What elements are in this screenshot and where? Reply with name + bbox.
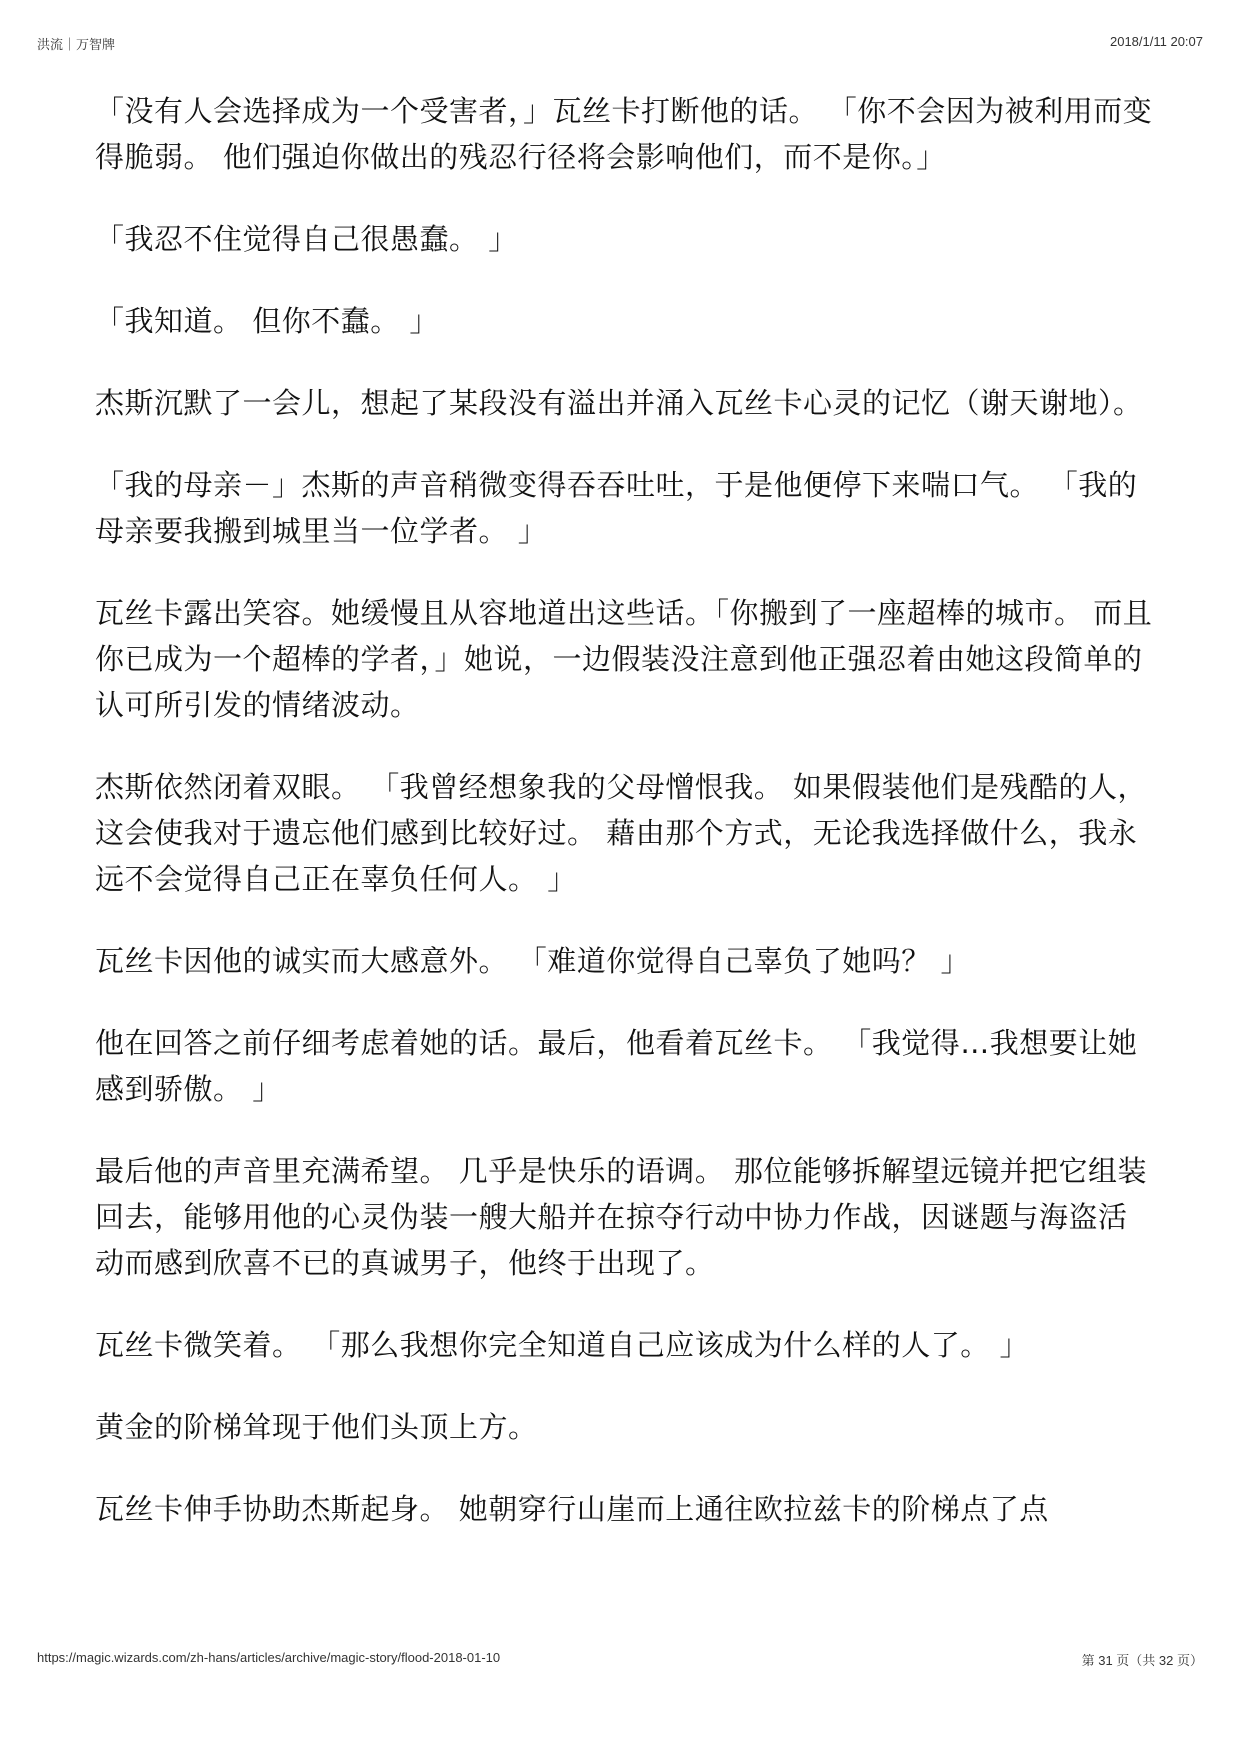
paragraph: 瓦丝卡伸手协助杰斯起身。 她朝穿行山崖而上通往欧拉兹卡的阶梯点了点	[95, 1492, 1049, 1526]
paragraph: 「没有人会选择成为一个受害者，」瓦丝卡打断他的话。 「你不会因为被利用而变得脆弱。 他们强迫你做出的残忍行径将会影响他们，而不是你。」	[95, 94, 1153, 174]
paragraph: 黄金的阶梯耸现于他们头顶上方。	[95, 1410, 538, 1444]
paragraph: 瓦丝卡因他的诚实而大感意外。 「难道你觉得自己辜负了她吗？ 」	[95, 944, 970, 978]
source-url[interactable]: https://magic.wizards.com/zh-hans/articles/archive/magic-story/flood-2018-01-10	[37, 1650, 501, 1665]
paragraph: 瓦丝卡微笑着。 「那么我想你完全知道自己应该成为什么样的人了。 」	[95, 1328, 1029, 1362]
paragraph: 杰斯依然闭着双眼。 「我曾经想象我的父母憎恨我。 如果假装他们是残酷的人，这会使我对于遗忘他们感到比较好过。 藉由那个方式，无论我选择做什么，我永远不会觉得自己正在辜负任何人。 」	[95, 770, 1147, 896]
paragraph: 「我知道。 但你不蠢。 」	[95, 304, 439, 338]
site-title: 洪流｜万智牌	[37, 37, 116, 52]
print-datetime: 2018/1/11 20:07	[1109, 34, 1203, 49]
page-indicator: 第 31 页（共 32 页）	[1081, 1653, 1203, 1668]
paragraph: 「我忍不住觉得自己很愚蠢。 」	[95, 222, 518, 256]
paragraph: 他在回答之前仔细考虑着她的话。最后，他看着瓦丝卡。 「我觉得…我想要让她感到骄傲。 」	[95, 1026, 1138, 1106]
page-header	[37, 34, 1203, 54]
paragraph: 「我的母亲－」杰斯的声音稍微变得吞吞吐吐，于是他便停下来喘口气。 「我的母亲要我搬到城里当一位学者。 」	[95, 468, 1138, 548]
paragraph: 最后他的声音里充满希望。 几乎是快乐的语调。 那位能够拆解望远镜并把它组装回去，能够用他的心灵伪装一艘大船并在掠夺行动中协力作战，因谜题与海盗活动而感到欣喜不已的真诚男子，他终于出现了。	[95, 1154, 1147, 1280]
page-footer	[37, 1650, 1203, 1670]
paragraph: 瓦丝卡露出笑容。她缓慢且从容地道出这些话。「你搬到了一座超棒的城市。 而且你已成为一个超棒的学者，」她说，一边假装没注意到他正强忍着由她这段简单的认可所引发的情绪波动。	[95, 596, 1153, 722]
paragraph: 杰斯沉默了一会儿，想起了某段没有溢出并涌入瓦丝卡心灵的记忆（谢天谢地）。	[95, 386, 1143, 420]
article-body	[95, 88, 1155, 1568]
